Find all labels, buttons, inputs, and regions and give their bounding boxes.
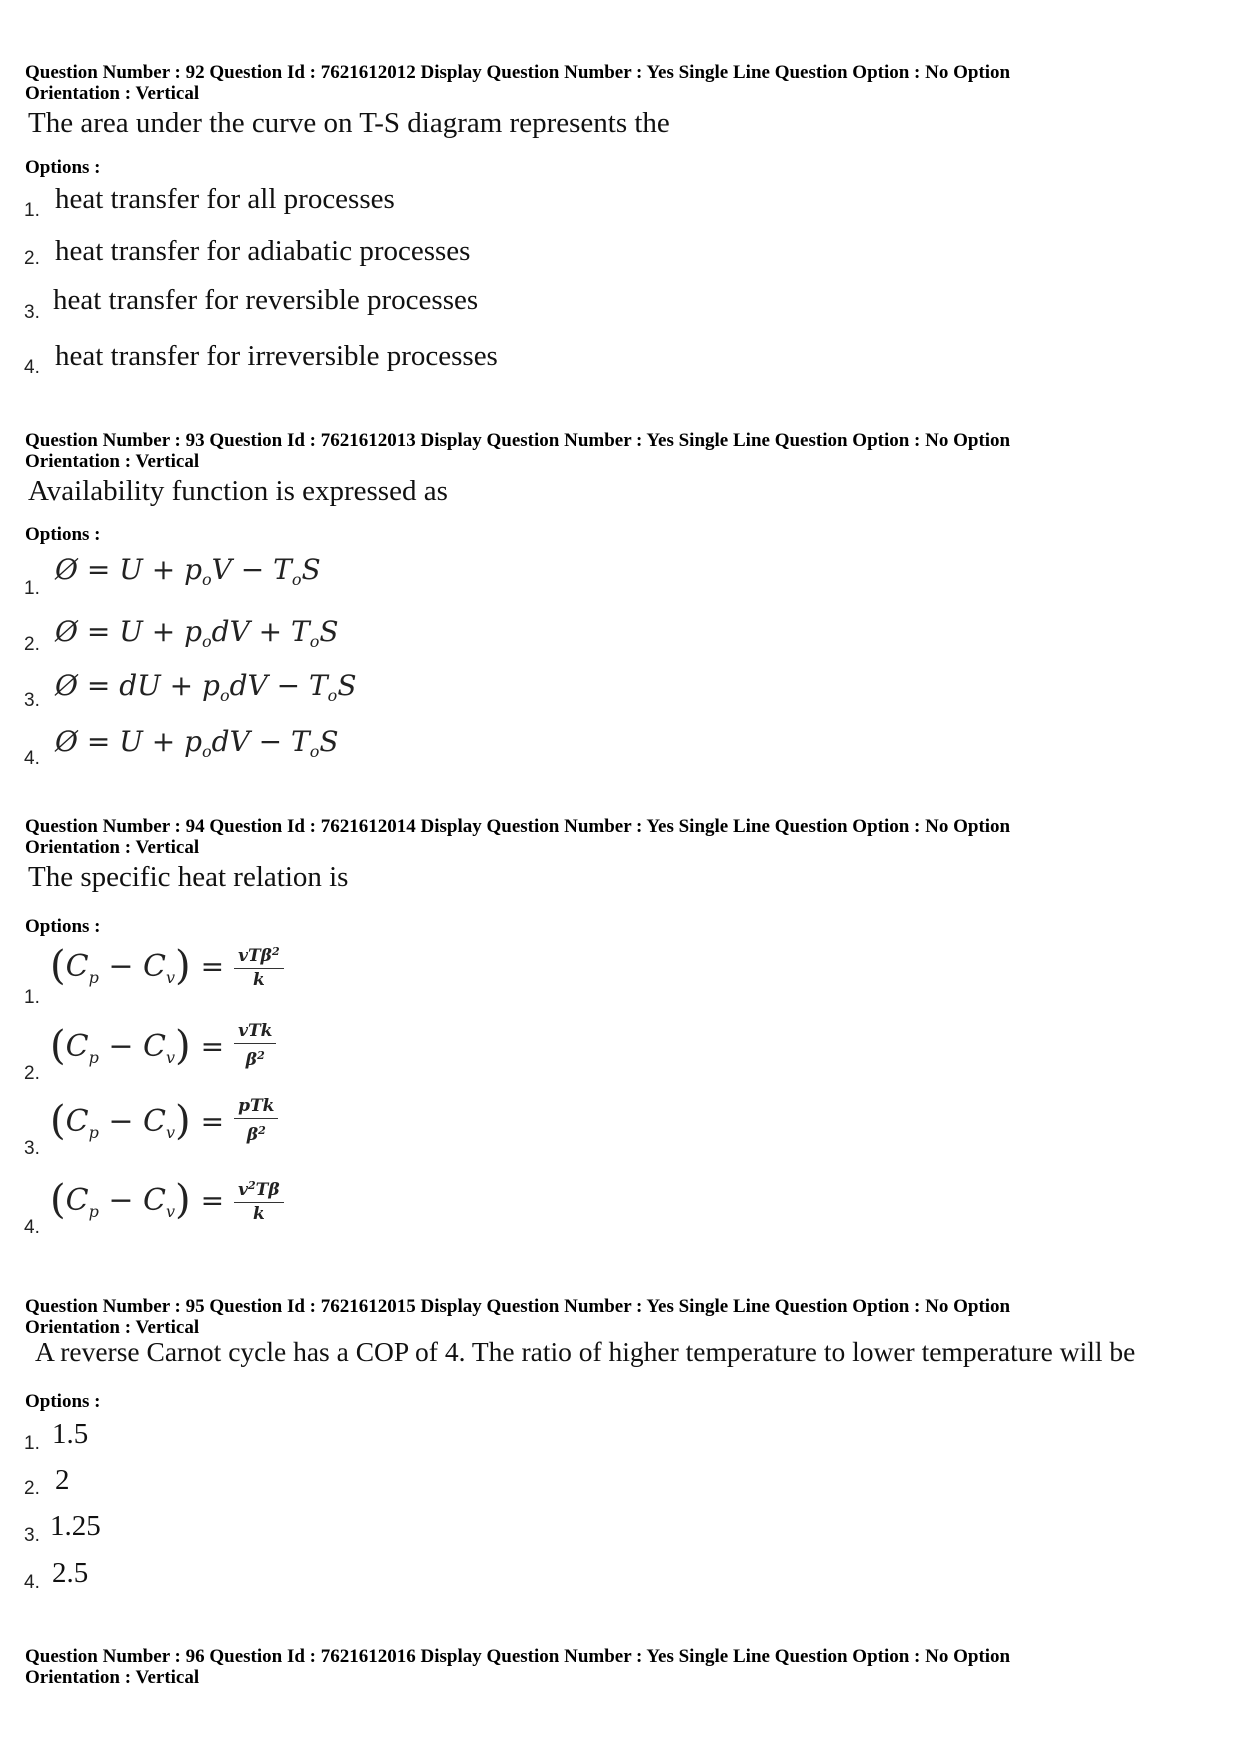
option-text[interactable]: 1.25: [50, 1510, 101, 1542]
option-number: 1.: [24, 578, 40, 599]
option-number: 1.: [24, 200, 40, 221]
option-text[interactable]: 1.5: [52, 1418, 89, 1450]
question-96-header: [25, 1646, 1205, 1688]
option-number: 3.: [24, 690, 40, 711]
question-95-header: [25, 1296, 1205, 1338]
option-text[interactable]: heat transfer for adiabatic processes: [55, 235, 471, 267]
options-label: Options :: [25, 524, 101, 545]
question-94-header: [25, 816, 1205, 858]
option-formula[interactable]: $(C_p - C_v)$ = $\frac{vT\beta^2}{k}$: [50, 942, 284, 990]
option-number: 3.: [24, 302, 40, 323]
option-number: 4.: [24, 1217, 40, 1238]
option-text[interactable]: 2.5: [52, 1557, 89, 1589]
option-formula[interactable]: $(C_p - C_v)$ = $\frac{\text{vTk}}{\beta^2}$: [50, 1022, 276, 1070]
question-header-line: Orientation : Vertical: [25, 1317, 200, 1338]
question-header-line: Orientation : Vertical: [25, 83, 200, 104]
option-number: 2.: [24, 1478, 40, 1499]
question-92-header: [25, 62, 1205, 104]
option-number: 2.: [24, 634, 40, 655]
question-header-line: Question Number : 92 Question Id : 7621612012 Display Question Number : Yes Single Line Question Option : No Option: [25, 62, 1011, 83]
question-header-line: Orientation : Vertical: [25, 451, 200, 472]
question-95-text: A reverse Carnot cycle has a COP of 4. The ratio of higher temperature to lower temperature will be: [35, 1336, 1136, 1367]
option-number: 4.: [24, 748, 40, 769]
option-text[interactable]: 2: [55, 1464, 70, 1496]
option-formula[interactable]: Ø = $U + p_odV - T_oS$: [55, 725, 339, 761]
option-formula[interactable]: Ø = $U + p_oV - T_oS$: [55, 553, 321, 589]
option-number: 2.: [24, 248, 40, 269]
question-93-header: [25, 430, 1205, 472]
question-header-line: Orientation : Vertical: [25, 837, 200, 858]
option-number: 4.: [24, 357, 40, 378]
option-formula[interactable]: $(C_p - C_v)$ = $\frac{v^2T\beta}{k}$: [50, 1176, 284, 1224]
option-number: 1.: [24, 1433, 40, 1454]
question-header-line: Question Number : 96 Question Id : 7621612016 Display Question Number : Yes Single Line Question Option : No Option: [25, 1646, 1011, 1667]
option-number: 3.: [24, 1525, 40, 1546]
question-header-line: Question Number : 94 Question Id : 7621612014 Display Question Number : Yes Single Line Question Option : No Option: [25, 816, 1011, 837]
option-number: 1.: [24, 987, 40, 1008]
question-header-line: Question Number : 93 Question Id : 7621612013 Display Question Number : Yes Single Line Question Option : No Option: [25, 430, 1011, 451]
question-92-text: The area under the curve on T-S diagram represents the: [28, 107, 670, 139]
option-text[interactable]: heat transfer for all processes: [55, 183, 395, 215]
options-label: Options :: [25, 157, 101, 178]
options-label: Options :: [25, 1391, 101, 1412]
option-formula[interactable]: Ø = dU + $p_odV - T_oS$: [55, 669, 357, 705]
question-93-text: Availability function is expressed as: [28, 475, 448, 507]
question-header-line: Question Number : 95 Question Id : 7621612015 Display Question Number : Yes Single Line Question Option : No Option: [25, 1296, 1011, 1317]
option-number: 3.: [24, 1138, 40, 1159]
option-formula[interactable]: $(C_p - C_v)$ = $\frac{\text{pTk}}{\beta^2}$: [50, 1097, 278, 1145]
option-number: 2.: [24, 1063, 40, 1084]
option-number: 4.: [24, 1572, 40, 1593]
option-formula[interactable]: Ø = $U + p_odV + T_oS$: [55, 615, 339, 651]
option-text[interactable]: heat transfer for reversible processes: [53, 284, 479, 316]
question-94-text: The specific heat relation is: [28, 861, 349, 893]
options-label: Options :: [25, 916, 101, 937]
question-header-line: Orientation : Vertical: [25, 1667, 200, 1688]
option-text[interactable]: heat transfer for irreversible processes: [55, 340, 498, 372]
